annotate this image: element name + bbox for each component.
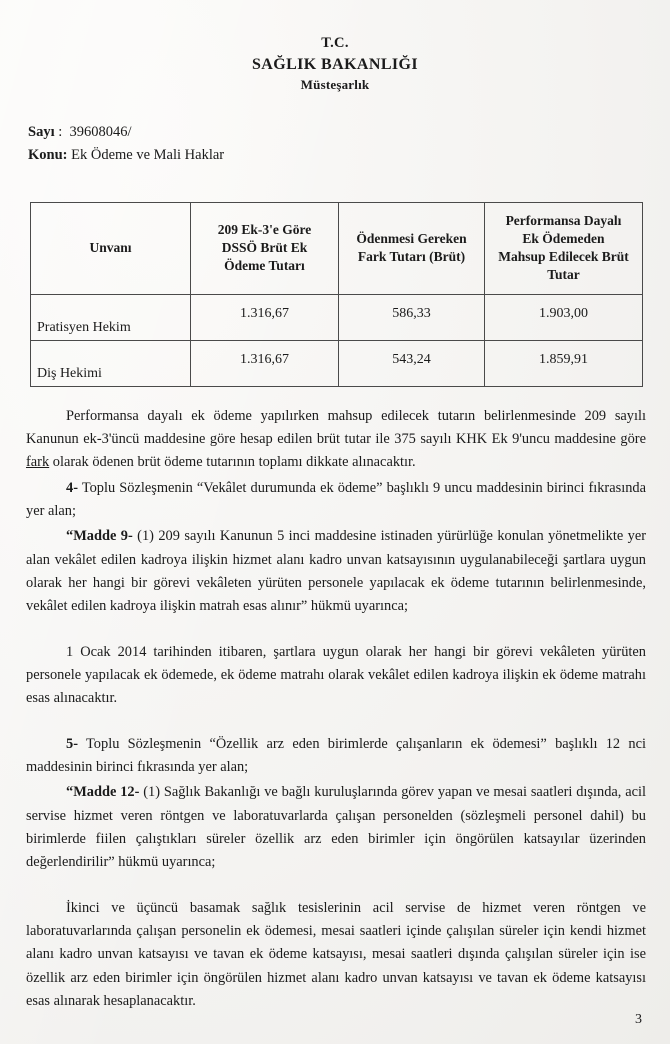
column-header-mahsup-tutar [485, 202, 643, 294]
paragraph-1-text-part-2: olarak ödenen brüt ödeme tutarının toplamı dikkate alınacaktır. [49, 454, 416, 471]
column-header-mahsup-line4: Tutar [547, 267, 580, 283]
cell-mahsup-tutar: 1.903,00 [485, 294, 643, 340]
reference-sayi-separator: : [54, 123, 70, 140]
column-header-fark-tutari [339, 202, 485, 294]
cell-unvan: Pratisyen Hekim [31, 294, 191, 340]
payment-table [30, 202, 643, 387]
item-4-number: 4- [66, 479, 78, 496]
letterhead-line-ministry: SAĞLIK BAKANLIĞI [252, 55, 418, 73]
cell-dsso-brut: 1.316,67 [191, 294, 339, 340]
madde-12-text: (1) Sağlık Bakanlığı ve bağlı kuruluşlarında görev yapan ve mesai saatleri dışında, acil servise hizmet veren röntgen ve laboratuvarlarda çalışan personelden (sözleşmeli personel dahil) bu birimlerde fiilen çalıştıkları süreler özellik arz eden birimler için öngörülen katsayılar üzerinden değerlendirilir” hükmü uyarınca; [26, 784, 646, 871]
table-row [31, 340, 643, 386]
table-header-row [31, 202, 643, 294]
column-header-dsso-line2: DSSÖ Brüt Ek [221, 240, 308, 256]
column-header-mahsup-line1: Performansa Dayalı [505, 212, 622, 228]
madde-9-label: “Madde 9- [66, 528, 133, 545]
paragraph-mahsup-hesaplama [26, 405, 646, 475]
paragraph-item-5 [26, 733, 646, 780]
column-header-dsso-line1: 209 Ek-3'e Göre [217, 221, 312, 237]
paragraph-1-text-part-1: Performansa dayalı ek ödeme yapılırken mahsup edilecek tutarın belirlenmesinde 209 sayılı Kanunun ek-3'üncü maddesine göre hesap edilen brüt tutar ile 375 sayılı KHK Ek 9'uncu maddesine göre [26, 407, 646, 447]
reference-sayi-value: 39608046/ [69, 123, 132, 140]
madde-9-text: (1) 209 sayılı Kanunun 5 inci maddesine istinaden yürürlüğe konulan yönetmelikte yer alan vekâlet edilen kadroya ilişkin hizmet alanı kadro unvan katsayısının uygulanabileceği şartlara uygun olarak her hangi bir görevi vekâleten yürüten personele yapılacak ek ödeme tutarının belirlenmesinde, vekâlet edilen kadroya ilişkin matrah esas alınır” hükmü uyarınca; [26, 528, 646, 615]
paragraph-item-4 [26, 477, 646, 524]
item-5-number: 5- [66, 735, 78, 752]
payment-table-wrapper [30, 202, 642, 387]
paragraph-1-underlined-term: fark [26, 454, 50, 471]
column-header-mahsup-line2: Ek Ödemeden [522, 230, 605, 246]
cell-mahsup-tutar: 1.859,91 [485, 340, 643, 386]
letterhead-line-department: Müsteşarlık [300, 77, 370, 93]
reference-sayi-row [28, 121, 670, 144]
payment-table-head [31, 202, 643, 294]
paragraph-4-text: 1 Ocak 2014 tarihinden itibaren, şartlara uygun olarak her hangi bir görevi vekâleten yürüten personele yapılacak ek ödemede, ek ödeme matrahı olarak vekâlet edilen kadroya ilişkin ek ödeme matrahı esas alınacaktır. [26, 643, 646, 707]
letterhead [0, 0, 670, 95]
page-number: 3 [635, 1012, 642, 1027]
madde-12-label: “Madde 12- [66, 784, 140, 801]
payment-table-body [31, 294, 643, 386]
reference-konu-row [28, 144, 670, 167]
column-header-dsso-line3: Ödeme Tutarı [224, 258, 305, 274]
paragraph-acil-servis-uygulama [26, 897, 646, 1014]
column-header-fark-line1: Ödenmesi Gereken [356, 230, 467, 246]
column-header-mahsup-line3: Mahsup Edilecek Brüt [498, 249, 629, 265]
document-body [26, 405, 646, 1014]
column-header-dsso-brut [191, 202, 339, 294]
reference-konu-label: Konu: [28, 147, 68, 164]
item-4-text: Toplu Sözleşmenin “Vekâlet durumunda ek ödeme” başlıklı 9 uncu maddesinin birinci fıkrasında yer alan; [26, 479, 646, 519]
item-5-text: Toplu Sözleşmenin “Özellik arz eden birimlerde çalışanların ek ödemesi” başlıklı 12 nci maddesinin birinci fıkrasında yer alan; [26, 735, 646, 775]
reference-sayi-label: Sayı [28, 123, 55, 140]
column-header-unvan-label: Unvanı [89, 240, 132, 256]
table-row [31, 294, 643, 340]
letterhead-line-tc: T.C. [321, 35, 349, 51]
paragraph-madde-9-quote [26, 525, 646, 618]
cell-dsso-brut: 1.316,67 [191, 340, 339, 386]
paragraph-vekalet-uygulama [26, 641, 646, 711]
paragraph-7-text: İkinci ve üçüncü basamak sağlık tesislerinin acil servise de hizmet veren röntgen ve laboratuvarlarında çalışan personelin ek ödemesi, mesai saatleri içinde çalışılan süreler için kendi hizmet alanı kadro unvan katsayısı ve tavan ek ödeme katsayısı, mesai saatleri dışında çalışılan süreler için ise özellik arz eden birimler için öngörülen hizmet alanı kadro unvan katsayısı ve tavan ek ödeme katsayısı esas alınarak hesaplanacaktır. [26, 899, 646, 1009]
reference-block [28, 121, 670, 168]
cell-fark-tutari: 543,24 [339, 340, 485, 386]
cell-unvan: Diş Hekimi [31, 340, 191, 386]
cell-fark-tutari: 586,33 [339, 294, 485, 340]
column-header-unvan [31, 202, 191, 294]
reference-konu-value: Ek Ödeme ve Mali Haklar [67, 147, 225, 164]
column-header-fark-line2: Fark Tutarı (Brüt) [357, 249, 466, 265]
paragraph-madde-12-quote [26, 781, 646, 874]
